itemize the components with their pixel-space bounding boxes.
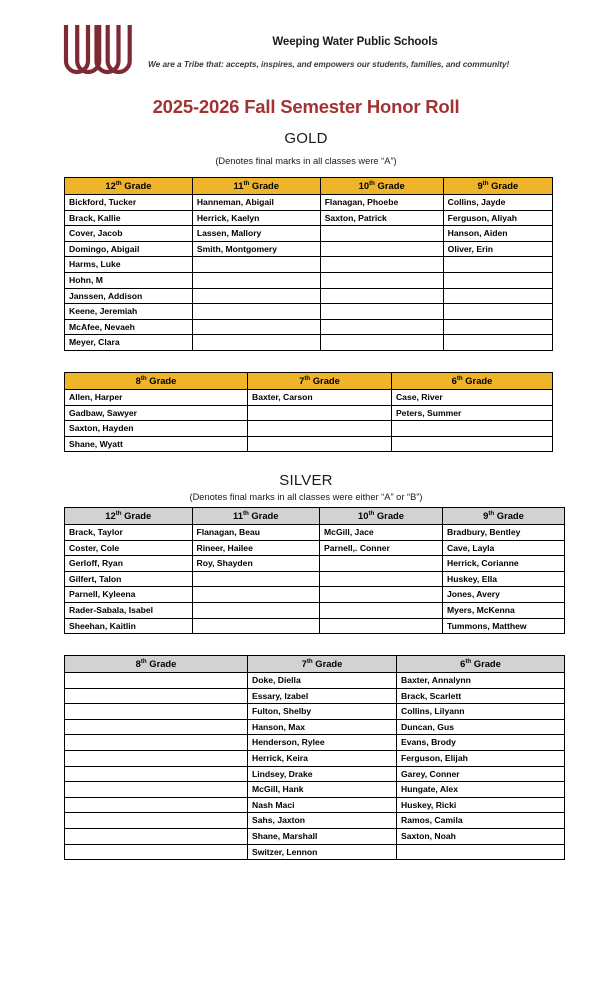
student-name-cell: Flanagan, Beau: [192, 525, 320, 541]
student-name-cell: Duncan, Gus: [397, 719, 565, 735]
student-name-cell: Brack, Scarlett: [397, 688, 565, 704]
empty-cell: [65, 704, 248, 720]
table-row: [65, 390, 553, 406]
column-header-grade-12: 12th Grade: [65, 508, 193, 525]
silver-middle-school-table: [64, 655, 565, 860]
empty-cell: [397, 844, 565, 860]
student-name-cell: Cave, Layla: [443, 540, 565, 556]
empty-cell: [320, 288, 443, 304]
student-name-cell: Shane, Marshall: [248, 828, 397, 844]
empty-cell: [65, 688, 248, 704]
empty-cell: [320, 556, 443, 572]
ordinal-suffix: th: [368, 509, 375, 517]
student-name-cell: Collins, Lilyann: [397, 704, 565, 720]
table-row: [65, 618, 565, 634]
student-name-cell: Hohn, M: [65, 272, 193, 288]
student-name-cell: Collins, Jayde: [443, 195, 552, 211]
school-name: Weeping Water Public Schools: [272, 36, 438, 48]
empty-cell: [192, 335, 320, 351]
table-row: [65, 436, 553, 452]
table-body: [65, 390, 553, 452]
table-row: [65, 797, 565, 813]
weeping-water-w-monogram-icon: [56, 22, 142, 78]
empty-cell: [320, 602, 443, 618]
table-row: [65, 587, 565, 603]
table-row: [65, 735, 565, 751]
student-name-cell: Harms, Luke: [65, 257, 193, 273]
table-row: [65, 288, 553, 304]
student-name-cell: Evans, Brody: [397, 735, 565, 751]
student-name-cell: Shane, Wyatt: [65, 436, 248, 452]
table-row: [65, 844, 565, 860]
empty-cell: [320, 618, 443, 634]
table-row: [65, 766, 565, 782]
student-name-cell: Lassen, Mallory: [192, 226, 320, 242]
empty-cell: [65, 813, 248, 829]
gold-high-school-table: [64, 177, 553, 351]
student-name-cell: Herrick, Keira: [248, 750, 397, 766]
ordinal-suffix: th: [243, 179, 250, 187]
ordinal-suffix: th: [465, 657, 472, 665]
empty-cell: [391, 421, 552, 437]
student-name-cell: Oliver, Erin: [443, 241, 552, 257]
table-row: [65, 241, 553, 257]
table-header-row: [65, 373, 553, 390]
empty-cell: [320, 571, 443, 587]
table-row: [65, 257, 553, 273]
student-name-cell: Doke, Diella: [248, 673, 397, 689]
table-row: [65, 210, 553, 226]
table-row: [65, 405, 553, 421]
empty-cell: [443, 335, 552, 351]
table-header-row: [65, 373, 553, 390]
silver-high-school-table: [64, 507, 565, 634]
empty-cell: [443, 319, 552, 335]
empty-cell: [65, 844, 248, 860]
school-tagline: We are a Tribe that: accepts, inspires, and empowers our students, families, and community!: [148, 59, 510, 69]
empty-cell: [248, 436, 392, 452]
column-header-grade-8: 8th Grade: [65, 656, 248, 673]
table-row: [65, 750, 565, 766]
student-name-cell: Allen, Harper: [65, 390, 248, 406]
student-name-cell: Sheehan, Kaitlin: [65, 618, 193, 634]
ordinal-suffix: th: [115, 179, 122, 187]
student-name-cell: Henderson, Rylee: [248, 735, 397, 751]
column-header-grade-8: 8th Grade: [65, 373, 248, 390]
ordinal-suffix: th: [115, 509, 122, 517]
column-header-grade-9: 9th Grade: [443, 508, 565, 525]
student-name-cell: Ferguson, Aliyah: [443, 210, 552, 226]
table-row: [65, 602, 565, 618]
empty-cell: [65, 766, 248, 782]
student-name-cell: Gadbaw, Sawyer: [65, 405, 248, 421]
table-row: [65, 688, 565, 704]
student-name-cell: McGill, Jace: [320, 525, 443, 541]
student-name-cell: Hanson, Max: [248, 719, 397, 735]
empty-cell: [192, 587, 320, 603]
student-name-cell: Rader-Sabala, Isabel: [65, 602, 193, 618]
empty-cell: [192, 304, 320, 320]
ordinal-suffix: th: [140, 374, 147, 382]
student-name-cell: Roy, Shayden: [192, 556, 320, 572]
student-name-cell: Parnell,. Conner: [320, 540, 443, 556]
student-name-cell: Smith, Montgomery: [192, 241, 320, 257]
column-header-grade-11: 11th Grade: [192, 508, 320, 525]
empty-cell: [248, 421, 392, 437]
section-subtitle-silver: (Denotes final marks in all classes were either “A” or “B”): [189, 492, 423, 502]
column-header-grade-10: 10th Grade: [320, 178, 443, 195]
table-row: [65, 540, 565, 556]
table-header-row: [65, 178, 553, 195]
student-name-cell: Meyer, Clara: [65, 335, 193, 351]
empty-cell: [192, 272, 320, 288]
empty-cell: [320, 257, 443, 273]
ordinal-suffix: th: [306, 657, 313, 665]
empty-cell: [320, 587, 443, 603]
table-row: [65, 421, 553, 437]
ordinal-suffix: th: [140, 657, 147, 665]
table-body: [65, 195, 553, 351]
table-body: [65, 525, 565, 634]
ordinal-suffix: th: [488, 509, 495, 517]
table-row: [65, 525, 565, 541]
empty-cell: [65, 719, 248, 735]
student-name-cell: Keene, Jeremiah: [65, 304, 193, 320]
student-name-cell: Brack, Taylor: [65, 525, 193, 541]
table-row: [65, 704, 565, 720]
student-name-cell: Saxton, Noah: [397, 828, 565, 844]
empty-cell: [65, 797, 248, 813]
table-row: [65, 272, 553, 288]
table-header-row: [65, 508, 565, 525]
student-name-cell: Lindsey, Drake: [248, 766, 397, 782]
student-name-cell: Gerloff, Ryan: [65, 556, 193, 572]
student-name-cell: Tummons, Matthew: [443, 618, 565, 634]
section-heading-silver: SILVER: [279, 472, 333, 489]
empty-cell: [320, 304, 443, 320]
table-row: [65, 335, 553, 351]
student-name-cell: Huskey, Ricki: [397, 797, 565, 813]
table-row: [65, 304, 553, 320]
empty-cell: [192, 618, 320, 634]
gold-middle-school-table: [64, 372, 553, 452]
student-name-cell: Brack, Kallie: [65, 210, 193, 226]
student-name-cell: Essary, Izabel: [248, 688, 397, 704]
table-header-row: [65, 508, 565, 525]
empty-cell: [65, 750, 248, 766]
column-header-grade-6: 6th Grade: [391, 373, 552, 390]
column-header-grade-11: 11th Grade: [192, 178, 320, 195]
column-header-grade-10: 10th Grade: [320, 508, 443, 525]
student-name-cell: Bradbury, Bentley: [443, 525, 565, 541]
student-name-cell: Bickford, Tucker: [65, 195, 193, 211]
student-name-cell: Herrick, Kaelyn: [192, 210, 320, 226]
document-header: [0, 18, 612, 88]
empty-cell: [192, 257, 320, 273]
student-name-cell: Jones, Avery: [443, 587, 565, 603]
student-name-cell: Nash Maci: [248, 797, 397, 813]
column-header-grade-9: 9th Grade: [443, 178, 552, 195]
student-name-cell: Huskey, Ella: [443, 571, 565, 587]
empty-cell: [65, 673, 248, 689]
empty-cell: [192, 602, 320, 618]
empty-cell: [320, 226, 443, 242]
empty-cell: [192, 319, 320, 335]
student-name-cell: Ramos, Camila: [397, 813, 565, 829]
empty-cell: [443, 288, 552, 304]
student-name-cell: Domingo, Abigail: [65, 241, 193, 257]
table-header-row: [65, 178, 553, 195]
student-name-cell: Gilfert, Talon: [65, 571, 193, 587]
table-row: [65, 319, 553, 335]
table-row: [65, 719, 565, 735]
column-header-grade-6: 6th Grade: [397, 656, 565, 673]
empty-cell: [443, 257, 552, 273]
column-header-grade-7: 7th Grade: [248, 656, 397, 673]
table-row: [65, 813, 565, 829]
empty-cell: [192, 288, 320, 304]
table-header-row: [65, 656, 565, 673]
student-name-cell: Peters, Summer: [391, 405, 552, 421]
ordinal-suffix: th: [369, 179, 375, 187]
table-row: [65, 556, 565, 572]
student-name-cell: Rineer, Hailee: [192, 540, 320, 556]
student-name-cell: Case, River: [391, 390, 552, 406]
empty-cell: [320, 319, 443, 335]
empty-cell: [320, 335, 443, 351]
empty-cell: [192, 571, 320, 587]
student-name-cell: Flanagan, Phoebe: [320, 195, 443, 211]
table-row: [65, 828, 565, 844]
empty-cell: [443, 304, 552, 320]
table-row: [65, 673, 565, 689]
page-title: 2025-2026 Fall Semester Honor Roll: [152, 96, 460, 117]
student-name-cell: Myers, McKenna: [443, 602, 565, 618]
table-row: [65, 782, 565, 798]
empty-cell: [65, 782, 248, 798]
student-name-cell: McGill, Hank: [248, 782, 397, 798]
ordinal-suffix: th: [242, 509, 249, 517]
student-name-cell: Ferguson, Elijah: [397, 750, 565, 766]
table-header-row: [65, 656, 565, 673]
student-name-cell: McAfee, Nevaeh: [65, 319, 193, 335]
table-row: [65, 571, 565, 587]
student-name-cell: Hanson, Aiden: [443, 226, 552, 242]
student-name-cell: Parnell, Kyleena: [65, 587, 193, 603]
table-row: [65, 195, 553, 211]
student-name-cell: Garey, Conner: [397, 766, 565, 782]
empty-cell: [320, 241, 443, 257]
student-name-cell: Baxter, Annalynn: [397, 673, 565, 689]
student-name-cell: Cover, Jacob: [65, 226, 193, 242]
student-name-cell: Janssen, Addison: [65, 288, 193, 304]
student-name-cell: Switzer, Lennon: [248, 844, 397, 860]
table-row: [65, 226, 553, 242]
student-name-cell: Coster, Cole: [65, 540, 193, 556]
empty-cell: [320, 272, 443, 288]
student-name-cell: Sahs, Jaxton: [248, 813, 397, 829]
section-heading-gold: GOLD: [284, 130, 328, 147]
column-header-grade-7: 7th Grade: [248, 373, 392, 390]
empty-cell: [65, 828, 248, 844]
ordinal-suffix: th: [482, 179, 489, 187]
ordinal-suffix: th: [456, 374, 463, 382]
student-name-cell: Baxter, Carson: [248, 390, 392, 406]
student-name-cell: Herrick, Corianne: [443, 556, 565, 572]
empty-cell: [391, 436, 552, 452]
ordinal-suffix: th: [304, 374, 311, 382]
empty-cell: [65, 735, 248, 751]
student-name-cell: Saxton, Patrick: [320, 210, 443, 226]
student-name-cell: Hungate, Alex: [397, 782, 565, 798]
empty-cell: [443, 272, 552, 288]
empty-cell: [248, 405, 392, 421]
student-name-cell: Fulton, Shelby: [248, 704, 397, 720]
table-body: [65, 673, 565, 860]
column-header-grade-12: 12th Grade: [65, 178, 193, 195]
student-name-cell: Hanneman, Abigail: [192, 195, 320, 211]
section-subtitle-gold: (Denotes final marks in all classes were “A”): [215, 156, 397, 166]
student-name-cell: Saxton, Hayden: [65, 421, 248, 437]
